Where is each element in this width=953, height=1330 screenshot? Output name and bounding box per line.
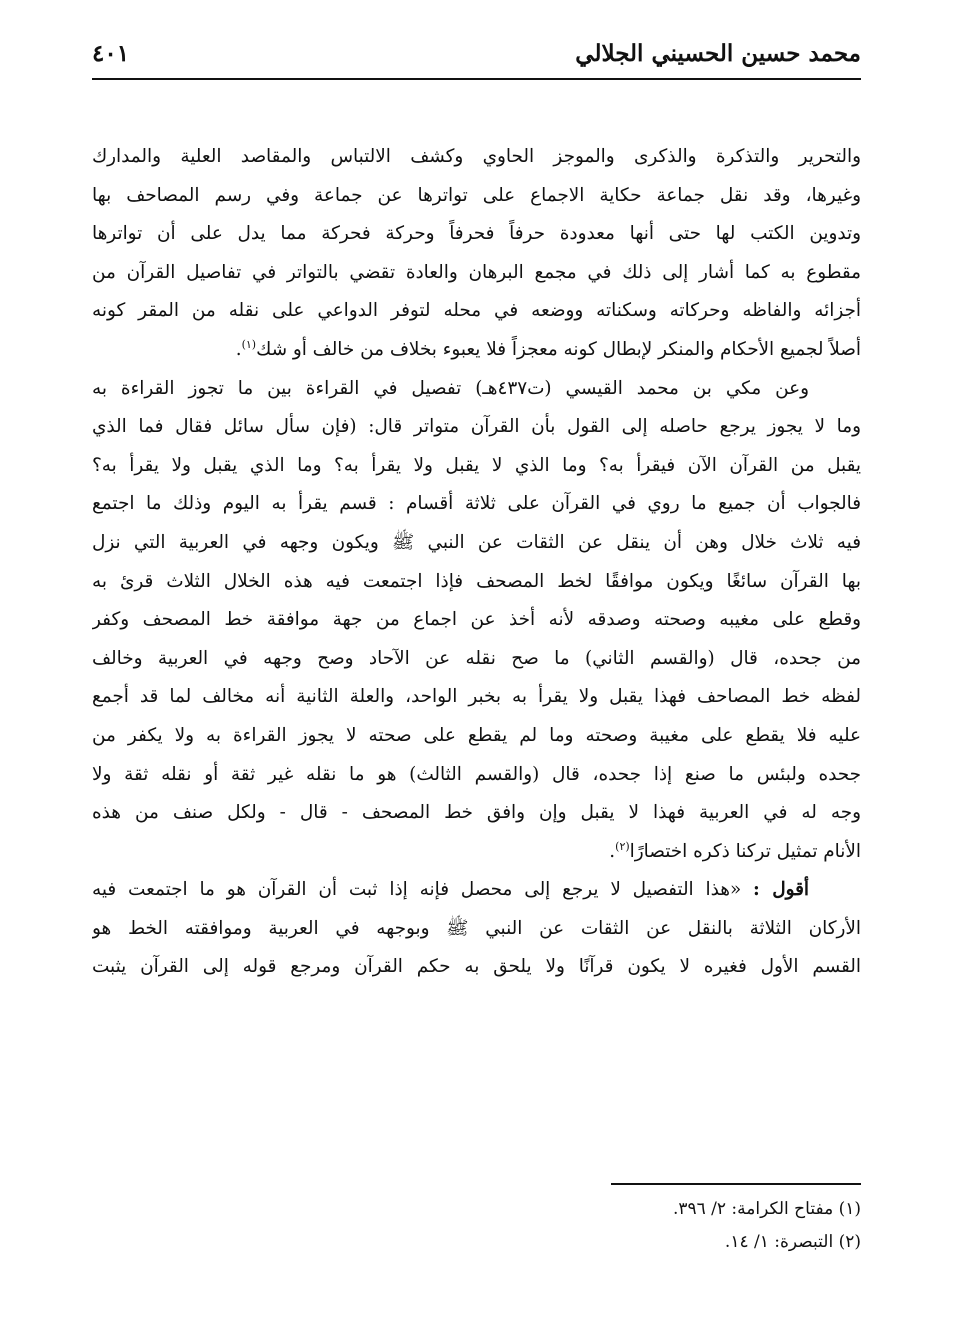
text-line: أجزائه والفاظه وحركاته وسكناته ووضعه في محله لتوفر الدواعي على نقله من المقر كونه: [92, 300, 861, 322]
text-line: وعن مكي بن محمد القيسي (ت٤٣٧هـ) تفصيل في القراءة بين ما تجوز القراءة به: [92, 377, 809, 399]
text-line: بها القرآن سائغًا ويكون موافقًا لخط المصحف فإذا اجتمعت فيه هذه الخلال الثلاث قرئ به: [92, 570, 861, 592]
text-line: فيه ثلاث خلال وهن أن ينقل عن الثقات عن النبي ﷺ ويكون وجهه في العربية التي نزل: [92, 531, 861, 553]
line-end: .: [609, 840, 616, 862]
text-line: الأركان الثلاثة بالنقل عن الثقات عن النبي ﷺ وبوجهه في العربية وموافقته الخط هو: [92, 917, 861, 939]
text-line: وما لا يجوز يرجع حاصله إلى القول بأن القرآن متواتر قال: (فإن سأل سائل فقال فما الذي: [92, 416, 861, 438]
line-text: «هذا التفصيل لا يرجع إلى محصل فإنه إذا ثبت أن القرآن هو ما اجتمعت فيه: [92, 879, 754, 901]
footnote-ref[interactable]: (٢): [615, 839, 630, 853]
footnote-ref[interactable]: (١): [241, 337, 257, 351]
text-line: [92, 871, 861, 910]
line-text: الأنام تمثيل تركنا ذكره اختصارًا: [629, 840, 861, 862]
text-line: جحده ولبئس ما صنع إذا جحده، قال (والقسم الثالث) هو ما نقله غير ثقة أو نقله ثقة ولا: [92, 763, 861, 785]
line-text: أصلاً لجميع الأحكام والمنكر لإبطال كونه معجزاً فلا يعبوء بخلاف من خالف أو شك: [256, 338, 861, 360]
body-text: [92, 138, 861, 987]
header-rule: [92, 78, 861, 80]
text-line: فالجواب أن جميع ما روي في القرآن على ثلاثة أقسام : قسم يقرأ به اليوم وذلك ما اجتمع: [92, 493, 861, 515]
paragraph-lead: أقول :: [753, 879, 809, 901]
footnote-item: (١) مفتاح الكرامة: ٢/ ٣٩٦.: [672, 1199, 861, 1219]
text-line: عليه فلا يقطع على مغيبة وصحته وما لم يقطع على صحته لا يجوز القراءة به ولا يكفر من: [92, 724, 861, 746]
footnote-rule: [611, 1183, 861, 1185]
text-line: [92, 833, 861, 872]
line-end: .: [235, 338, 242, 360]
text-line: وقطع على مغيبه وصحته وصدقه لأنه أخذ عن اجماع من جهة موافقة خط المصحف وكفر: [92, 609, 861, 631]
page-number: ٤٠١: [92, 39, 130, 67]
author-name: محمد حسين الحسيني الجلالي: [575, 39, 861, 67]
page-header: [92, 36, 861, 70]
text-line: وجه له في العربية فهذا لا يقبل وإن وافق خط المصحف - قال - ولكل صنف من هذه: [92, 802, 861, 824]
text-line: والتحرير والتذكرة والذكرى والموجز الحاوي وكشف الالتباس والمقاصد العلية والمدارك: [92, 146, 861, 167]
text-line: مقطوع به كما أشار إلى ذلك في مجمع البرهان والعادة تقضي بالتواتر في تفاصيل القرآن من: [92, 261, 861, 283]
text-line: وغيرها، وقد نقل جماعة حكاية الاجماع على تواترها عن جماعة وفي رسم المصاحف بها: [92, 184, 861, 206]
text-line: من جحده، قال (والقسم الثاني) ما صح نقله عن الآحاد وصح وجهه في العربية وخالف: [92, 647, 861, 669]
text-line: يقبل من القرآن الآن فيقرأ به؟ وما الذي لا يقبل ولا يقرأ به؟ وما الذي يقبل ولا يقرأ به؟: [92, 454, 861, 476]
text-line: القسم الأول فغيره لا يكون قرآنًا ولا يلحق به حكم القرآن ومرجع قوله إلى القرآن يثبت: [92, 956, 861, 978]
footnote-item: (٢) التبصرة: ١/ ١٤.: [724, 1232, 861, 1252]
text-line: لفظه خط المصاحف فهذا يقبل ولا يقرأ به بخبر الواحد، والعلة الثانية أنه مخالف لما قد أجمع: [92, 686, 861, 708]
footnotes: [92, 1193, 861, 1259]
text-line: [92, 331, 861, 370]
text-line: وتدوين الكتب لها حتى أنها معدودة حرفاً فحرفاً وحركة فحركة مما يدل على أن تواترها: [92, 223, 861, 245]
